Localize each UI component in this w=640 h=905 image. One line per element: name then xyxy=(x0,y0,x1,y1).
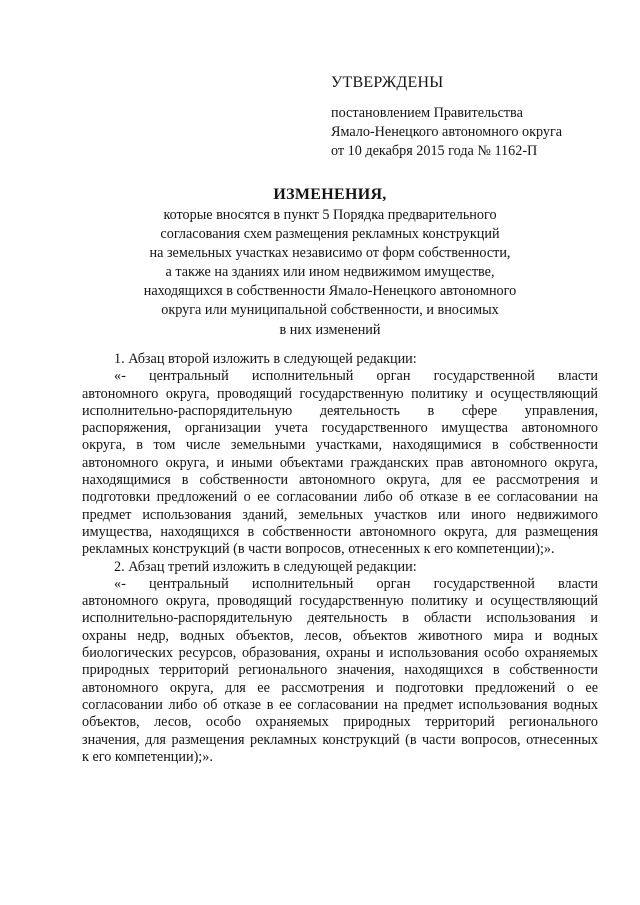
item2-text-line: природных территорий регионального значения, находящихся в собственности xyxy=(82,662,598,679)
document-subtitle-line: согласования схем размещения рекламных конструкций xyxy=(160,226,500,243)
document-subtitle-line: а также на зданиях или ином недвижимом имуществе, xyxy=(165,264,495,281)
document-subtitle-line: которые вносятся в пункт 5 Порядка предварительного xyxy=(163,207,497,223)
item1-text-line: рекламных конструкций (в части вопросов, отнесенных к его компетенции);». xyxy=(82,541,555,558)
item1-text-line: подготовки предложений о ее согласовании либо об отказе в ее согласовании на xyxy=(82,489,598,506)
item2-text-line: к его компетенции);». xyxy=(82,748,213,765)
item2-text-line: значения, для размещения рекламных конструкций (в части вопросов, отнесенных xyxy=(82,731,598,748)
item1-text-line: находящимися в собственности автономного округа, для ее рассмотрения и xyxy=(82,472,598,489)
item2-text-line: автономного округа, для ее рассмотрения и подготовки предложений о ее xyxy=(82,679,598,696)
item2-text-line: «- центральный исполнительный орган государственной власти xyxy=(114,575,598,592)
document-subtitle-line: находящихся в собственности Ямало-Ненецкого автономного xyxy=(143,283,517,300)
item1-text-line: предмет использования зданий, земельных участков или иного недвижимого xyxy=(82,506,598,523)
item2-text-line: автономного округа, проводящий государственную политику и осуществляющий xyxy=(82,593,598,610)
item2-intro: 2. Абзац третий изложить в следующей редакции: xyxy=(114,558,417,575)
approval-line: постановлением Правительства xyxy=(331,105,523,121)
item1-text-line: «- центральный исполнительный орган государственной власти xyxy=(114,368,598,385)
document-subtitle-line: на земельных участках независимо от форм собственности, xyxy=(149,245,511,262)
item2-text-line: исполнительно-распорядительную деятельность в области использования и xyxy=(82,610,598,627)
approval-block xyxy=(331,72,611,161)
item1-intro: 1. Абзац второй изложить в следующей редакции: xyxy=(114,351,417,367)
item1-text-line: имущества, находящихся в собственности автономного округа, для размещения xyxy=(82,523,598,540)
document-subtitle-line: в них изменений xyxy=(279,321,381,338)
item1-text-line: округа, в том числе земельными участками, находящимися в собственности xyxy=(82,437,598,454)
document-body xyxy=(82,351,598,766)
document-title: ИЗМЕНЕНИЯ, xyxy=(273,186,387,203)
approval-line: Ямало-Ненецкого автономного округа xyxy=(331,124,563,140)
approval-line: от 10 декабря 2015 года № 1162-П xyxy=(331,143,538,159)
item2-text-line: охраны недр, водных объектов, лесов, объектов животного мира и водных xyxy=(82,627,598,644)
document-heading xyxy=(110,185,550,340)
item1-text-line: автономного округа, проводящий государственную политику и осуществляющий xyxy=(82,385,598,402)
item1-text-line: исполнительно-распорядительную деятельность в сфере управления, xyxy=(82,402,598,419)
approval-title: УТВЕРЖДЕНЫ xyxy=(331,74,444,91)
item1-text-line: автономного округа, и иными объектами гражданских прав автономного округа, xyxy=(82,454,598,471)
document-subtitle-line: округа или муниципальной собственности, и вносимых xyxy=(161,302,499,319)
item1-text-line: распоряжения, организации учета государственного имущества автономного xyxy=(82,420,598,437)
item2-text-line: согласовании либо об отказе в ее согласовании на предмет использования водных xyxy=(82,696,598,713)
item2-text-line: биологических ресурсов, образования, охраны и использования особо охраняемых xyxy=(82,645,598,662)
item2-text-line: объектов, лесов, особо охраняемых природных территорий регионального xyxy=(82,714,598,731)
